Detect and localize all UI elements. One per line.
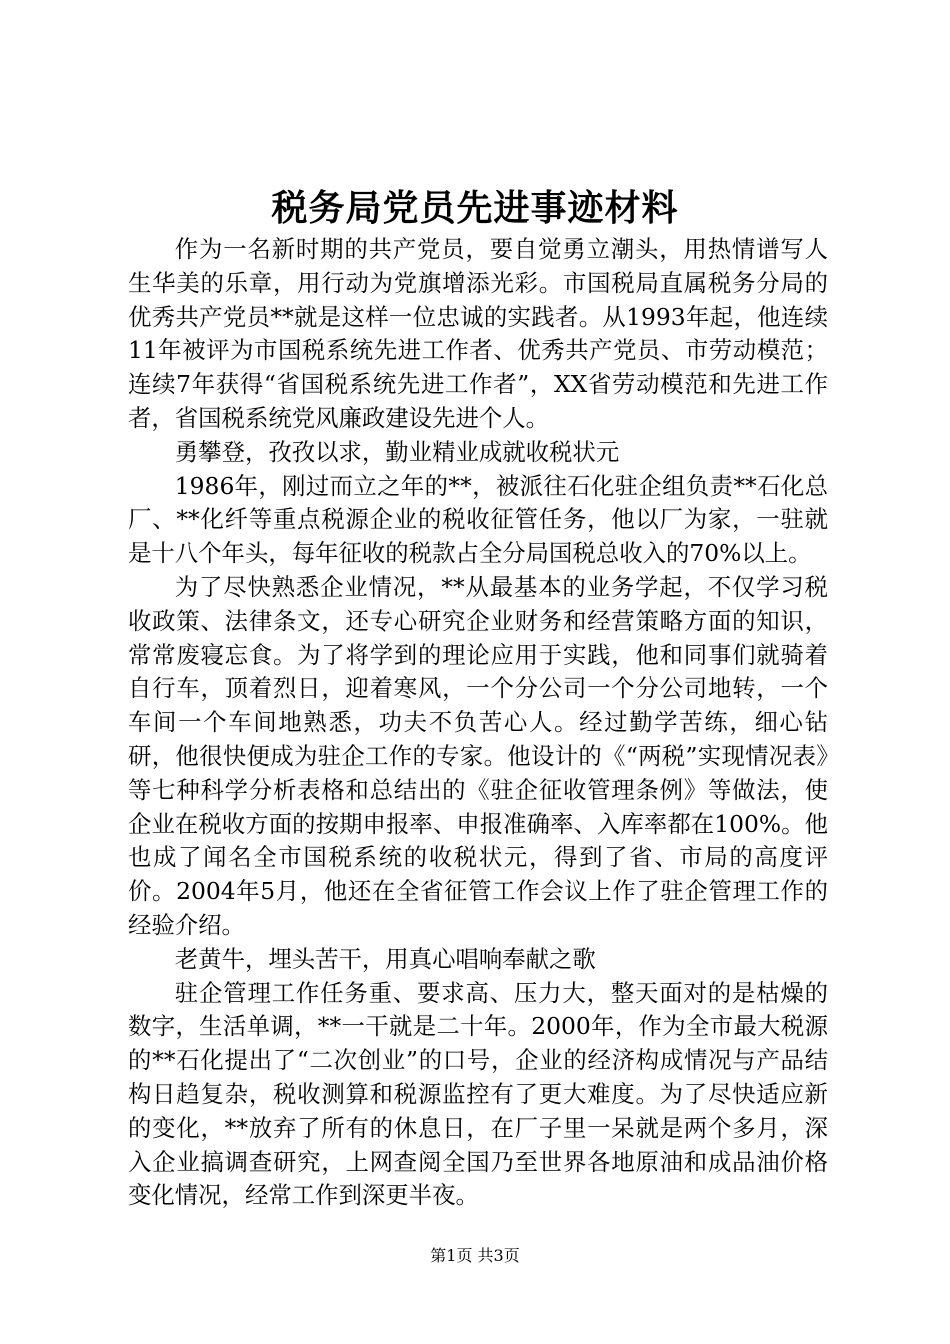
section-heading-2: 老黄牛，埋头苦干，用真心唱响奉献之歌 bbox=[174, 944, 596, 973]
document-title: 税务局党员先进事迹材料 bbox=[271, 187, 679, 229]
section-heading-1: 勇攀登，孜孜以求，勤业精业成就收税状元 bbox=[174, 437, 620, 466]
paragraph-intro: 作为一名新时期的共产党员，要自觉勇立潮头，用热情谱写人生华美的乐章，用行动为党旗增添光彩。市国税局直属税务分局的优秀共产党员**就是这样一位忠诚的实践者。从1993年起，他连续11年被评为市国税系统先进工作者、优秀共产党员、市劳动模范；连续7年获得“省国税系统先进工作者”，XX省劳动模范和先进工作者，省国税系统党风廉政建设先进个人。 bbox=[128, 235, 828, 432]
document-body bbox=[128, 233, 828, 1213]
paragraph-learning: 为了尽快熟悉企业情况，**从最基本的业务学起，不仅学习税收政策、法律条文，还专心研究企业财务和经营策略方面的知识，常常废寝忘食。为了将学到的理论应用于实践，他和同事们就骑着自行车，顶着烈日，迎着寒风，一个分公司一个分公司地转，一个车间一个车间地熟悉，功夫不负苦心人。经过勤学苦练，细心钻研，他很快便成为驻企工作的专家。他设计的《“两税”实现情况表》等七种科学分析表格和总结出的《驻企征收管理条例》等做法，使企业在税收方面的按期申报率、申报准确率、入库率都在100%。他也成了闻名全市国税系统的收税状元，得到了省、市局的高度评价。2004年5月，他还在全省征管工作会议上作了驻企管理工作的经验介绍。 bbox=[128, 572, 828, 939]
page-footer: 第1页 共3页 bbox=[430, 1246, 520, 1265]
paragraph-1986: 1986年，刚过而立之年的**，被派往石化驻企组负责**石化总厂、**化纤等重点税源企业的税收征管任务，他以厂为家，一驻就是十八个年头，每年征收的税款占全分局国税总收入的70%以上。 bbox=[128, 471, 828, 568]
paragraph-dedication: 驻企管理工作任务重、要求高、压力大，整天面对的是枯燥的数字，生活单调，**一干就是二十年。2000年，作为全市最大税源的**石化提出了“二次创业”的口号，企业的经济构成情况与产品结构日趋复杂，税收测算和税源监控有了更大难度。为了尽快适应新的变化，**放弃了所有的休息日，在厂子里一呆就是两个多月，深入企业搞调查研究，上网查阅全国乃至世界各地原油和成品油价格变化情况，经常工作到深更半夜。 bbox=[128, 978, 828, 1210]
